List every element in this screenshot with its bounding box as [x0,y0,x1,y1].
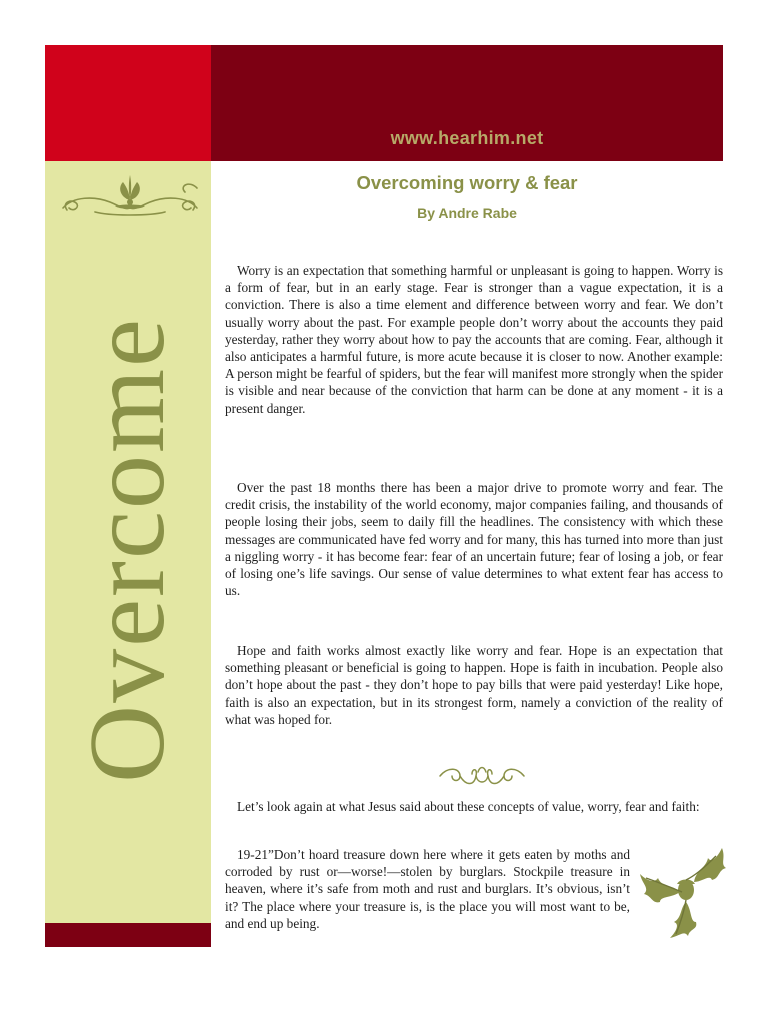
article-paragraph: Over the past 18 months there has been a major drive to promote worry and fear. The credit crisis, the instability of the world economy, major companies failing, and thousands of people losing their jobs, seem to daily fill the headlines. The consistency with which these messages are communicated have fed worry and for many, this has turned into more than just a niggling worry - it has become fear: fear of an uncertain future; fear of losing a job, or fear of losing one’s life savings. Our sense of value determines to what extent fear has access to us. [225,480,723,599]
article-paragraph: Worry is an expectation that something harmful or unpleasant is going to happen. Worry is a form of fear, but in an early stage. Fear is stronger than a vague expectation, it is a conviction. There is also a time element and difference between worry and fear. We don’t usually worry about the past. For example people don’t worry about the accounts they paid yesterday, rather they worry about how to pay the accounts that are coming. Fear, although it also anticipates a harmful future, is more acute because it is closer to now. Another example: A person might be fearful of spiders, but the fear will manifest more strongly when the spider is visible and near because of the conviction that harm can be done at any moment - it is a present danger. [225,263,723,416]
sidebar-vertical-title: Overcome [68,317,187,783]
article-paragraph: Hope and faith works almost exactly like worry and fear. Hope is an expectation that something pleasant or beneficial is going to happen. Hope is faith in incubation. People also don’t hope about the past - they don’t hope to pay bills that were paid yesterday! Like hope, faith is also an expectation, but in its strongest form, namely a conviction of the reality of what was hoped for. [225,643,723,727]
floral-flourish-icon [55,170,205,220]
oak-leaf-acorn-icon [636,842,732,942]
header-red-block [45,45,211,161]
sidebar-footer-bar [45,923,211,947]
article-title: Overcoming worry & fear [356,172,578,193]
scripture-quote: 19-21”Don’t hoard treasure down here where it gets eaten by moths and corroded by rust or—worse!—stolen by burglars. Stockpile treasure in heaven, where it’s safe from moth and rust and burglars. It’s obvious, isn’t it? The place where your treasure is, is the place you will most want to be, and end up being. [225,847,630,931]
article-author: By Andre Rabe [417,205,517,221]
site-url[interactable]: www.hearhim.net [390,128,544,148]
article-paragraph: Let’s look again at what Jesus said about these concepts of value, worry, fear and faith: [237,799,700,814]
scroll-divider-icon [438,762,526,790]
